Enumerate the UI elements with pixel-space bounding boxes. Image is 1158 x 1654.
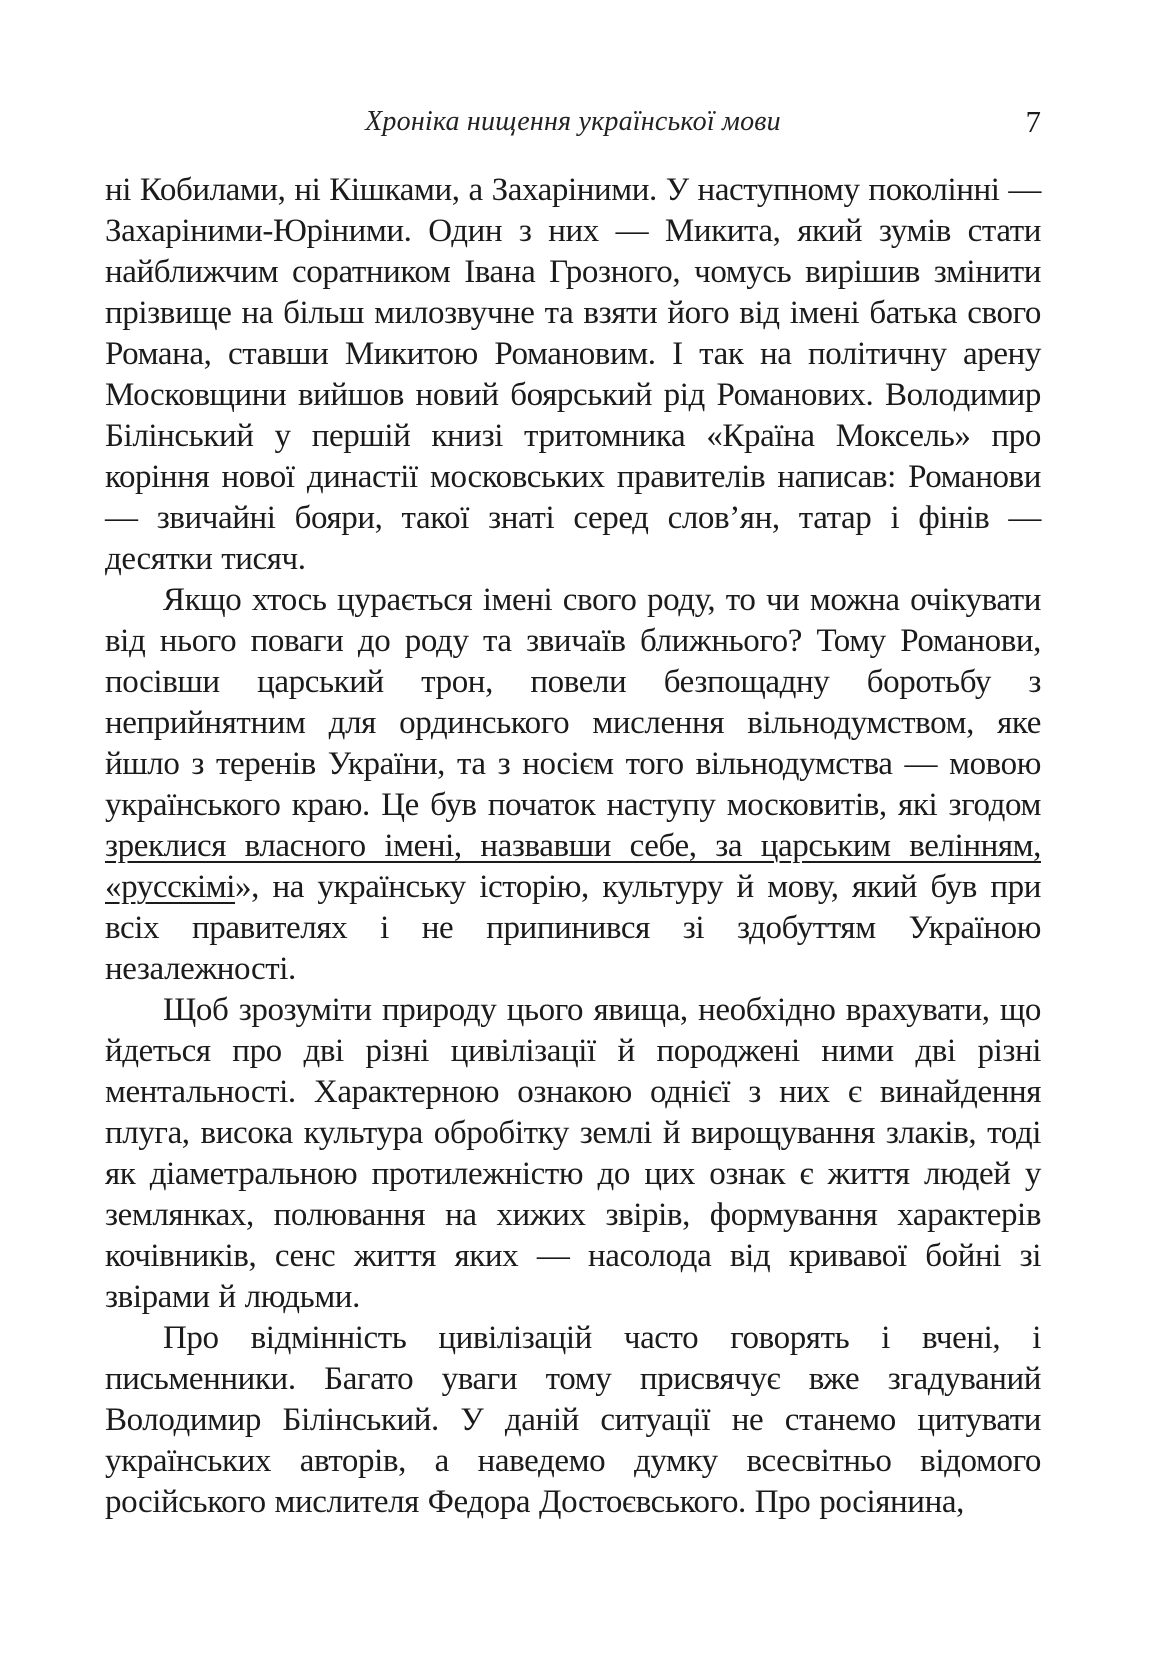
page-header	[105, 102, 1041, 142]
page-body	[105, 170, 1041, 1523]
paragraph-2-pre: Якщо хтось цурається імені свого роду, то чи можна очікувати від нього поваги до роду та звичаїв ближнього? Тому Романови, посівши царський трон, повели безпощадну боротьбу з неприйнятним для ординського мислення вільнодумством, яке йшло з теренів України, та з носієм того вільнодумства — мовою українського краю. Це був початок наступу московитів, які згодом	[105, 582, 1041, 823]
paragraph-4: Про відмінність цивілізацій часто говорять і вчені, і письменники. Багато уваги тому присвячує вже згадуваний Володимир Білінський. У даній ситуації не станемо цитувати українських авторів, а наведемо думку всесвітньо відомого російського мислителя Федора Достоєвського. Про росіянина,	[105, 1320, 1041, 1520]
page-number: 7	[1025, 104, 1041, 139]
underlined-phrase: зреклися власного імені, назвавши себе, за царським велінням, «русскімі	[105, 828, 1041, 905]
paragraph-2-post: », на українську історію, культуру й мову, який був при всіх правителях і не припинився зі здобуттям Україною незалежності.	[105, 869, 1041, 987]
paragraph-2	[105, 580, 1041, 990]
running-title: Хроніка нищення української мови	[365, 106, 781, 137]
paragraph-1: ні Кобилами, ні Кішками, а Захаріними. У наступному поколінні — Захаріними-Юріними. Один з них — Микита, який зумів стати найближчим соратником Івана Грозного, чомусь вирішив змінити прізвище на більш милозвучне та взяти його від імені батька свого Романа, ставши Микитою Романовим. І так на політичну арену Московщини вийшов новий боярський рід Романових. Володимир Білінський у першій книзі тритомника «Країна Моксель» про коріння нової династії московських правителів написав: Романови — звичайні бояри, такої знаті серед слов’ян, татар і фінів — десятки тисяч.	[105, 172, 1041, 577]
paragraph-3: Щоб зрозуміти природу цього явища, необхідно врахувати, що йдеться про дві різні цивілізації й породжені ними дві різні ментальності. Характерною ознакою однієї з них є винайдення плуга, висока культура обробітку землі й вирощування злаків, тоді як діаметральною протилежністю до цих ознак є життя людей у землянках, полювання на хижих звірів, формування характерів кочівників, сенс життя яких — насолода від кривавої бойні зі звірами й людьми.	[105, 992, 1041, 1315]
